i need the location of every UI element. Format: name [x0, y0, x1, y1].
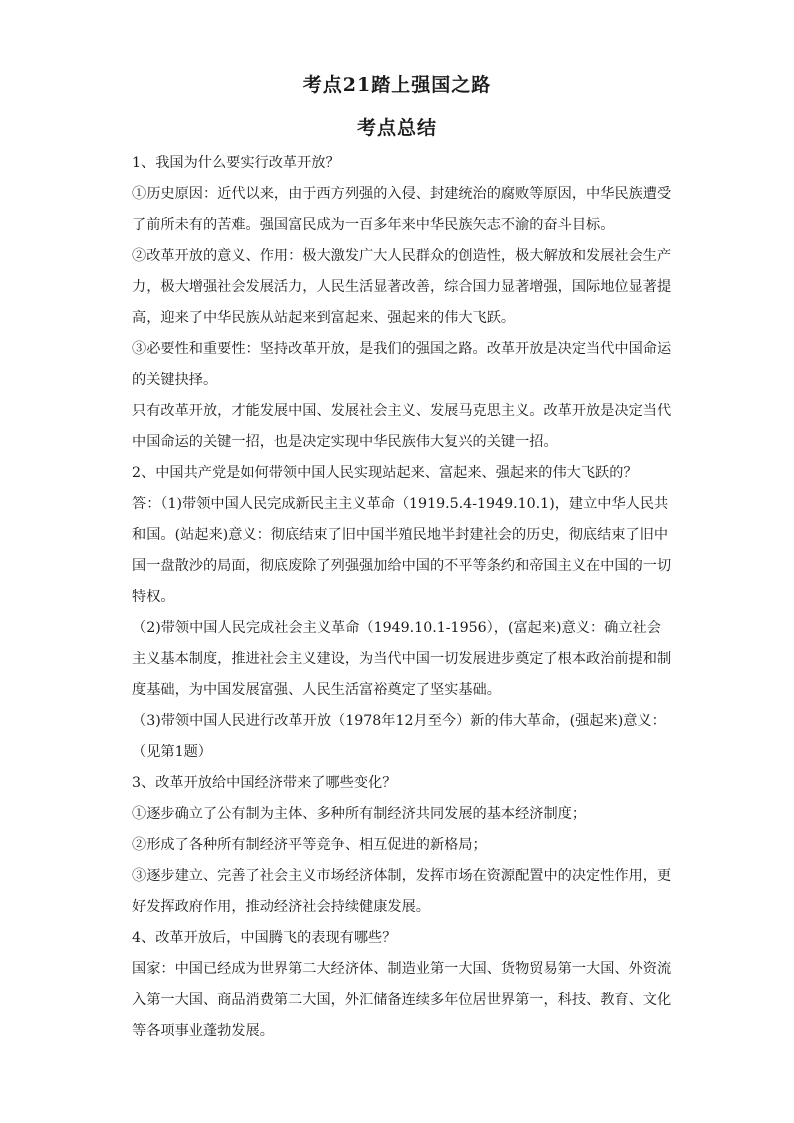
answer-3-item-1: ①逐步确立了公有制为主体、多种所有制经济共同发展的基本经济制度； — [132, 806, 587, 822]
answer-3-item-3: ③逐步建立、完善了社会主义市场经济体制，发挥市场在资源配置中的决定性作用，更好发挥政府作用，推动经济社会持续健康发展。 — [132, 868, 672, 915]
document-body — [132, 148, 672, 1047]
section-title: 考点总结 — [356, 117, 437, 139]
answer-4-country: 国家：中国已经成为世界第二大经济体、制造业第一大国、货物贸易第一大国、外资流入第一大国、商品消费第二大国，外汇储备连续多年位居世界第一，科技、教育、文化等各项事业蓬勃发展。 — [132, 961, 672, 1039]
paragraph-necessity: ③必要性和重要性：坚持改革开放，是我们的强国之路。改革开放是决定当代中国命运的关键抉择。 — [132, 341, 672, 388]
question-1-heading: 1、我国为什么要实行改革开放？ — [132, 155, 340, 171]
paragraph-only-reform: 只有改革开放，才能发展中国、发展社会主义、发展马克思主义。改革开放是决定当代中国命运的关键一招，也是决定实现中华民族伟大复兴的关键一招。 — [132, 403, 672, 450]
question-4-heading: 4、改革开放后，中国腾飞的表现有哪些？ — [132, 930, 397, 946]
answer-2-part-3: （3)带领中国人民进行改革开放（1978年12月至今）新的伟大革命，(强起来)意义：（见第1题） — [132, 713, 666, 760]
question-3-heading: 3、改革开放给中国经济带来了哪些变化？ — [132, 775, 397, 791]
paragraph-significance: ②改革开放的意义、作用：极大激发广大人民群众的创造性，极大解放和发展社会生产力，极大增强社会发展活力，人民生活显著改善，综合国力显著增强，国际地位显著提高，迎来了中华民族从站起来到富起来、强起来的伟大飞跃。 — [132, 248, 672, 326]
answer-2-part-1: 答：（1)带领中国人民完成新民主主义革命（1919.5.4-1949.10.1)，建立中华人民共和国。(站起来)意义：彻底结束了旧中国半殖民地半封建社会的历史，彻底结束了旧中国一盘散沙的局面，彻底废除了列强强加给中国的不平等条约和帝国主义在中国的一切特权。 — [132, 496, 672, 605]
answer-2-part-2: （2)带领中国人民完成社会主义革命（1949.10.1-1956），(富起来)意义：确立社会主义基本制度，推进社会主义建设，为当代中国一切发展进步奠定了根本政治前提和制度基础，为中国发展富强、人民生活富裕奠定了坚实基础。 — [132, 620, 672, 698]
question-2-heading: 2、中国共产党是如何带领中国人民实现站起来、富起来、强起来的伟大飞跃的？ — [132, 465, 638, 481]
paragraph-history-reason: ①历史原因：近代以来，由于西方列强的入侵、封建统治的腐败等原因，中华民族遭受了前所未有的苦难。强国富民成为一百多年来中华民族矢志不渝的奋斗目标。 — [132, 186, 672, 233]
answer-3-item-2: ②形成了各种所有制经济平等竞争、相互促进的新格局； — [132, 837, 487, 853]
document-title: 考点21踏上强国之路 — [302, 74, 492, 96]
